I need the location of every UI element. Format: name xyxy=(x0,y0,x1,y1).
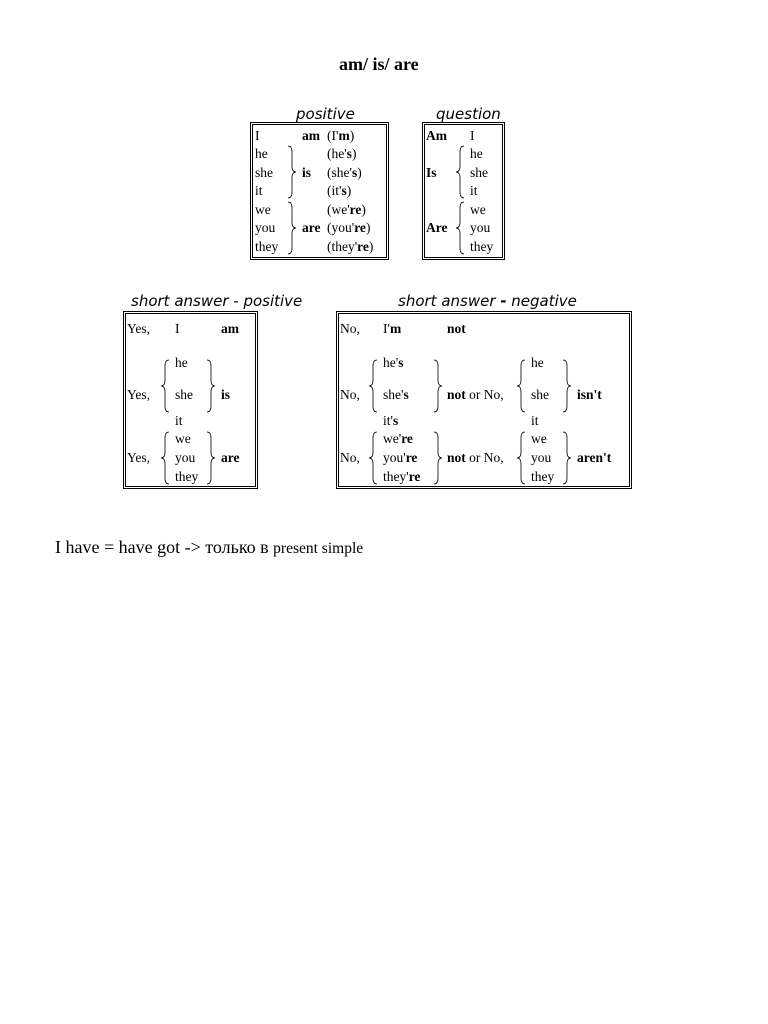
verb-is: is xyxy=(221,387,231,402)
verb-am: Am xyxy=(426,128,447,143)
not-or-no: not or No, xyxy=(447,387,504,402)
right-brace-icon xyxy=(206,358,216,414)
verb-is: Is xyxy=(426,165,437,180)
pronoun: he xyxy=(175,355,188,370)
isnt-label: isn't xyxy=(577,387,602,402)
question-caption: question xyxy=(436,105,501,123)
right-brace-icon xyxy=(287,144,297,200)
right-brace-icon xyxy=(562,358,572,414)
yes-label: Yes, xyxy=(127,450,151,465)
pronoun: you xyxy=(470,220,491,235)
pronoun: they xyxy=(531,469,555,484)
verb-am: am xyxy=(302,128,320,143)
pronoun: it xyxy=(175,413,183,428)
left-brace-icon xyxy=(368,358,378,414)
left-brace-icon xyxy=(160,430,170,486)
contraction: (he's) xyxy=(327,146,357,161)
pronoun: you xyxy=(175,450,196,465)
pronoun: they xyxy=(175,469,199,484)
pronoun: it xyxy=(255,183,263,198)
contracted-pronoun: they're xyxy=(383,469,421,484)
right-brace-icon xyxy=(562,430,572,486)
pronoun: they xyxy=(470,239,494,254)
pronoun: you xyxy=(531,450,552,465)
pronoun: he xyxy=(255,146,268,161)
pronoun: she xyxy=(255,165,273,180)
have-got-note: I have = have got -> только в present simple xyxy=(55,537,364,557)
pronoun: I xyxy=(255,128,260,143)
pronoun: she xyxy=(531,387,549,402)
left-brace-icon xyxy=(455,200,465,256)
right-brace-icon xyxy=(287,200,297,256)
left-brace-icon xyxy=(516,358,526,414)
contracted-pronoun: she's xyxy=(383,387,409,402)
pronoun: she xyxy=(175,387,193,402)
verb-are: are xyxy=(302,220,321,235)
pronoun: I xyxy=(470,128,475,143)
verb-are: Are xyxy=(426,220,448,235)
contraction: (she's) xyxy=(327,165,362,180)
no-label: No, xyxy=(340,450,360,465)
left-brace-icon xyxy=(455,144,465,200)
pronoun: they xyxy=(255,239,279,254)
pronoun: I xyxy=(175,321,180,336)
right-brace-icon xyxy=(206,430,216,486)
contracted-pronoun: it's xyxy=(383,413,399,428)
page-title: am/ is/ are xyxy=(339,54,419,74)
positive-caption: positive xyxy=(296,105,355,123)
not-label: not xyxy=(447,321,466,336)
left-brace-icon xyxy=(160,358,170,414)
verb-am: am xyxy=(221,321,239,336)
contracted-pronoun: you're xyxy=(383,450,418,465)
right-brace-icon xyxy=(433,430,443,486)
short-negative-caption: short answer - negative xyxy=(398,292,577,310)
yes-label: Yes, xyxy=(127,321,151,336)
contraction: (you're) xyxy=(327,220,371,235)
contraction: (they're) xyxy=(327,239,374,254)
contraction: (it's) xyxy=(327,183,352,198)
no-label: No, xyxy=(340,387,360,402)
arent-label: aren't xyxy=(577,450,612,465)
right-brace-icon xyxy=(433,358,443,414)
left-brace-icon xyxy=(516,430,526,486)
contracted-pronoun: we're xyxy=(383,431,413,446)
pronoun: we xyxy=(175,431,191,446)
pronoun: we xyxy=(531,431,547,446)
contraction: (we're) xyxy=(327,202,366,217)
pronoun: he xyxy=(531,355,544,370)
pronoun: we xyxy=(255,202,271,217)
left-brace-icon xyxy=(368,430,378,486)
contracted-pronoun: he's xyxy=(383,355,404,370)
yes-label: Yes, xyxy=(127,387,151,402)
pronoun: we xyxy=(470,202,486,217)
pronoun: she xyxy=(470,165,488,180)
pronoun: it xyxy=(531,413,539,428)
verb-are: are xyxy=(221,450,240,465)
pronoun: you xyxy=(255,220,276,235)
pronoun: I'm xyxy=(383,321,402,336)
verb-is: is xyxy=(302,165,312,180)
pronoun: it xyxy=(470,183,478,198)
contraction: (I'm) xyxy=(327,128,355,143)
no-label: No, xyxy=(340,321,360,336)
short-positive-caption: short answer - positive xyxy=(131,292,303,310)
not-or-no: not or No, xyxy=(447,450,504,465)
pronoun: he xyxy=(470,146,483,161)
